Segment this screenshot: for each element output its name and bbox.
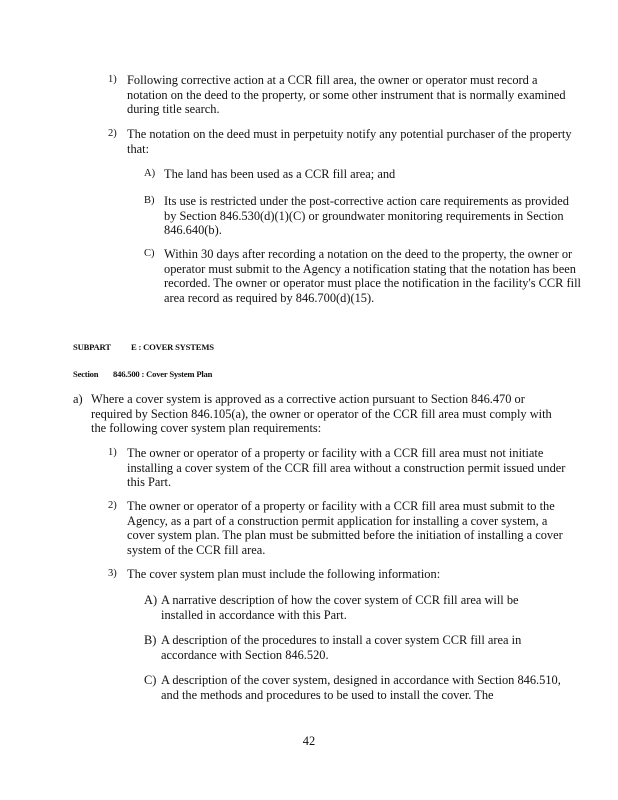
item-text: The cover system plan must include the following information: (127, 567, 441, 581)
list-item (144, 247, 588, 305)
item-text: The land has been used as a CCR fill area; and (164, 167, 396, 181)
list-item (108, 73, 576, 117)
item-label: A) (144, 593, 158, 607)
list-item (144, 593, 562, 622)
item-label: 1) (108, 74, 117, 85)
item-label: C) (144, 673, 157, 687)
subpart-heading (73, 342, 214, 352)
item-text: Where a cover system is approved as a corrective action pursuant to Section 846.470 or required by Section 846.105(a), the owner or operator of the CCR fill area must comply with the following cover system plan requirements: (91, 392, 552, 436)
item-label: C) (144, 248, 155, 259)
item-label: 1) (108, 447, 117, 458)
item-label: 3) (108, 568, 117, 579)
subpart-title: : COVER SYSTEMS (138, 342, 214, 352)
item-text: Following corrective action at a CCR fill area, the owner or operator must record a notation on the deed to the property, or some other instrument that is normally examined during title search. (127, 73, 566, 117)
item-label: B) (144, 195, 155, 206)
item-label: 2) (108, 500, 117, 511)
item-text: The owner or operator of a property or facility with a CCR fill area must submit to the Agency, as a part of a construction permit application for installing a cover system, a cover system plan. The plan must be submitted before the initiation of installing a cover system of the CCR fill area. (127, 499, 563, 557)
list-item (144, 673, 576, 702)
item-text: Its use is restricted under the post-corrective action care requirements as provided by Section 846.530(d)(1)(C) or groundwater monitoring requirements in Section 846.640(b). (164, 194, 569, 238)
item-label: 2) (108, 128, 117, 139)
section-label: Section (73, 369, 99, 379)
paragraph-a (73, 392, 569, 436)
item-text: A description of the procedures to install a cover system CCR fill area in accordance with Section 846.520. (161, 633, 522, 662)
list-item (144, 633, 562, 662)
section-heading (73, 369, 212, 379)
item-label: B) (144, 633, 157, 647)
subpart-label: SUBPART (73, 342, 111, 352)
list-item (108, 499, 576, 557)
list-item (144, 194, 574, 238)
section-title: : Cover System Plan (141, 369, 213, 379)
list-item (108, 446, 576, 490)
subpart-letter: E (131, 342, 137, 352)
item-text: Within 30 days after recording a notation on the deed to the property, the owner or operator must submit to the Agency a notification stating that the notation has been recorded. The owner or operator must place the notification in the facility's CCR fill area record as required by 846.700(d)(15). (164, 247, 581, 305)
page-number: 42 (302, 734, 316, 748)
list-item (108, 567, 576, 582)
list-item (144, 167, 588, 182)
item-text: The notation on the deed must in perpetuity notify any potential purchaser of the property that: (127, 127, 572, 156)
item-text: The owner or operator of a property or facility with a CCR fill area must not initiate installing a cover system of the CCR fill area without a construction permit issued under this Part. (127, 446, 566, 490)
item-text: A description of the cover system, designed in accordance with Section 846.510, and the methods and procedures to be used to install the cover. The (161, 673, 561, 702)
list-item (108, 127, 576, 156)
item-label: A) (144, 168, 156, 179)
item-label: a) (73, 392, 83, 406)
item-text: A narrative description of how the cover system of CCR fill area will be installed in accordance with this Part. (161, 593, 519, 622)
section-number: 846.500 (113, 369, 140, 379)
